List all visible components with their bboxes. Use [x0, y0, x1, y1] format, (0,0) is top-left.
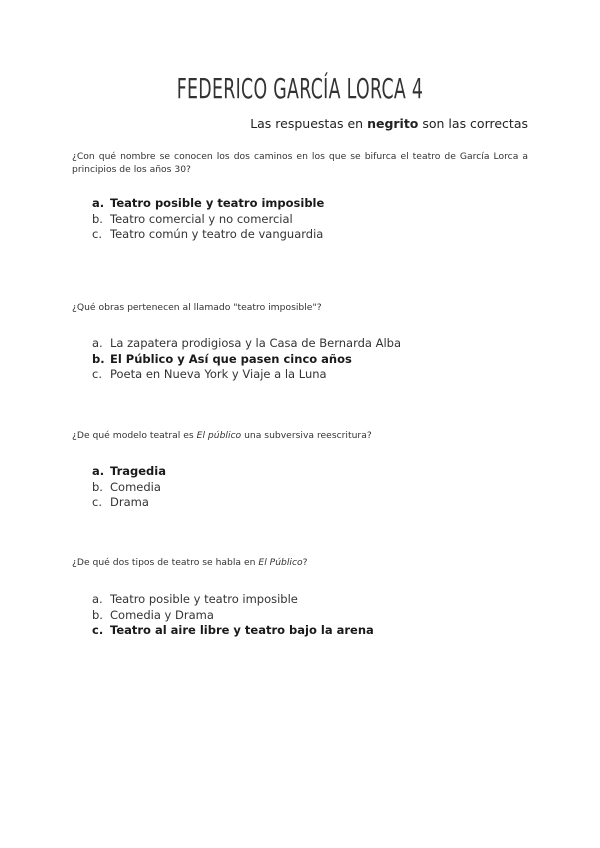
option-letter: c. [92, 227, 102, 241]
option-1c [92, 227, 324, 243]
question-2-options [92, 336, 401, 383]
option-text: Teatro al aire libre y teatro bajo la arena [110, 623, 374, 637]
question-4-text-before: ¿De qué dos tipos de teatro se habla en [72, 557, 259, 568]
option-2b [92, 352, 401, 368]
question-2: ¿Qué obras pertenecen al llamado "teatro imposible"? [72, 302, 322, 313]
option-4a [92, 592, 374, 608]
option-text: La zapatera prodigiosa y la Casa de Bernarda Alba [110, 336, 402, 350]
option-text: Drama [110, 495, 149, 509]
question-3-text-after: una subversiva reescritura? [241, 430, 372, 441]
option-text: Teatro común y teatro de vanguardia [110, 227, 324, 241]
note-bold-word: negrito [367, 116, 419, 131]
option-2c [92, 367, 401, 383]
question-4 [72, 556, 528, 569]
option-letter: b. [92, 351, 105, 366]
option-text: Poeta en Nueva York y Viaje a la Luna [110, 367, 327, 381]
question-3 [72, 429, 528, 442]
option-letter: a. [92, 196, 105, 210]
option-letter: a. [92, 336, 103, 350]
option-letter: a. [92, 592, 103, 606]
option-letter: b. [92, 211, 103, 226]
option-4c [92, 623, 374, 639]
option-1a [92, 196, 324, 212]
option-1b [92, 212, 324, 228]
option-text: Comedia y Drama [110, 607, 214, 622]
question-4-text-after: ? [302, 557, 308, 568]
question-3-italic-title: El público [196, 430, 242, 441]
option-letter: b. [92, 479, 103, 494]
question-3-options [92, 464, 166, 511]
option-text: El Público y Así que pasen cinco años [110, 351, 352, 366]
option-3b [92, 480, 166, 496]
note-text-after: son las correctas [418, 116, 528, 131]
answer-key-note [250, 116, 528, 131]
option-text: Teatro posible y teatro imposible [110, 196, 325, 210]
question-4-options [92, 592, 374, 639]
option-text: Teatro comercial y no comercial [110, 211, 293, 226]
option-letter: c. [92, 367, 102, 381]
option-3a [92, 464, 166, 480]
option-letter: b. [92, 607, 103, 622]
option-letter: c. [92, 495, 102, 509]
page-title: FEDERICO GARCÍA LORCA 4 [176, 72, 424, 105]
note-text-before: Las respuestas en [250, 116, 368, 131]
question-1-options [92, 196, 324, 243]
option-2a [92, 336, 401, 352]
option-text: Teatro posible y teatro imposible [110, 592, 298, 606]
option-letter: a. [92, 464, 105, 478]
question-3-text-before: ¿De qué modelo teatral es [72, 430, 197, 441]
option-letter: c. [92, 623, 104, 637]
question-4-italic-title: El Público [258, 557, 303, 568]
question-1: ¿Con qué nombre se conocen los dos caminos en los que se bifurca el teatro de García Lorca a principios de los años 30? [72, 151, 528, 175]
option-text: Tragedia [110, 464, 166, 478]
option-3c [92, 495, 166, 511]
option-4b [92, 608, 374, 624]
option-text: Comedia [110, 479, 161, 494]
